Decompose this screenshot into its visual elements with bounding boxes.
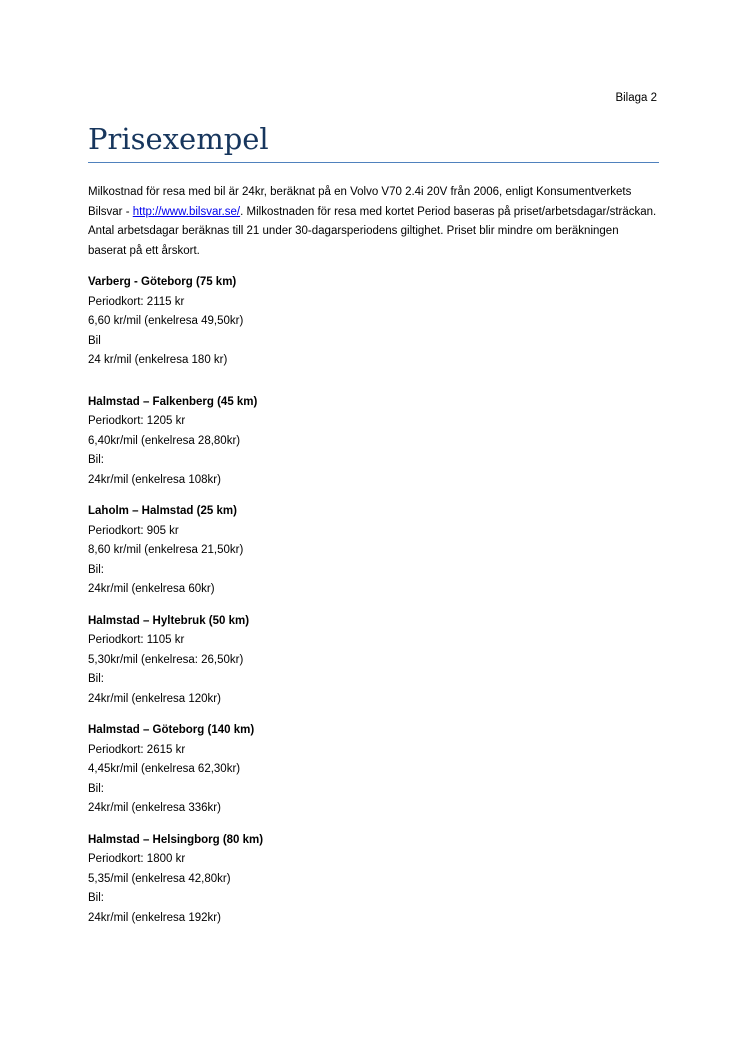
document-body [88,183,660,940]
periodkort-price: Periodkort: 2115 kr [88,295,185,308]
bil-rate: 24kr/mil (enkelresa 60kr) [88,583,215,595]
bil-label: Bil: [88,782,104,795]
intro-paragraph [88,183,660,261]
bil-label: Bil: [88,673,104,685]
periodkort-rate: 4,45kr/mil (enkelresa 62,30kr) [88,763,241,775]
periodkort-price: Periodkort: 1105 kr [88,634,185,646]
bil-rate: 24kr/mil (enkelresa 108kr) [88,473,221,486]
periodkort-rate: 5,30kr/mil (enkelresa: 26,50kr) [88,653,244,666]
periodkort-price: Periodkort: 1205 kr [88,415,186,427]
bil-label: Bil: [88,454,104,466]
route-title: Varberg - Göteborg (75 km) [88,276,237,288]
bil-label: Bil: [88,892,104,904]
route-section [88,831,660,929]
bil-label: Bil [88,334,101,347]
periodkort-rate: 8,60 kr/mil (enkelresa 21,50kr) [88,544,244,556]
periodkort-price: Periodkort: 1800 kr [88,853,186,865]
bilsvar-link[interactable]: http://www.bilsvar.se/ [132,205,241,218]
route-section [88,502,660,600]
route-section [88,612,660,710]
periodkort-price: Periodkort: 2615 kr [88,743,186,756]
bil-rate: 24kr/mil (enkelresa 336kr) [88,802,221,814]
route-section [88,393,660,491]
periodkort-rate: 5,35/mil (enkelresa 42,80kr) [88,872,231,885]
bil-rate: 24kr/mil (enkelresa 192kr) [88,911,221,924]
route-title: Halmstad – Falkenberg (45 km) [88,395,258,408]
periodkort-price: Periodkort: 905 kr [88,524,179,537]
route-section [88,721,660,819]
route-title: Halmstad – Helsingborg (80 km) [88,833,264,846]
bil-label: Bil: [88,563,104,576]
route-title: Laholm – Halmstad (25 km) [88,505,237,517]
bil-rate: 24 kr/mil (enkelresa 180 kr) [88,354,228,366]
periodkort-rate: 6,60 kr/mil (enkelresa 49,50kr) [88,315,244,327]
route-title: Halmstad – Göteborg (140 km) [88,724,255,736]
intro-text-before: Milkostnad för resa med bil är 24kr, beräknat på en Volvo V70 2.4i 20V från 2006, enligt Konsumentverkets Bilsvar - [88,186,632,218]
route-title: Halmstad – Hyltebruk (50 km) [88,614,250,627]
bil-rate: 24kr/mil (enkelresa 120kr) [88,692,221,705]
attachment-label: Bilaga 2 [615,92,657,104]
intro-text-after: . Milkostnaden för resa med kortet Period baseras på priset/arbetsdagar/sträckan. Antal arbetsdagar beräknas till 21 under 30-dagarsperiodens giltighet. Priset blir mindre om beräkningen baserat på ett årskort. [88,205,657,257]
periodkort-rate: 6,40kr/mil (enkelresa 28,80kr) [88,434,241,447]
page-title: Prisexempel [88,120,659,163]
route-section [88,273,660,371]
